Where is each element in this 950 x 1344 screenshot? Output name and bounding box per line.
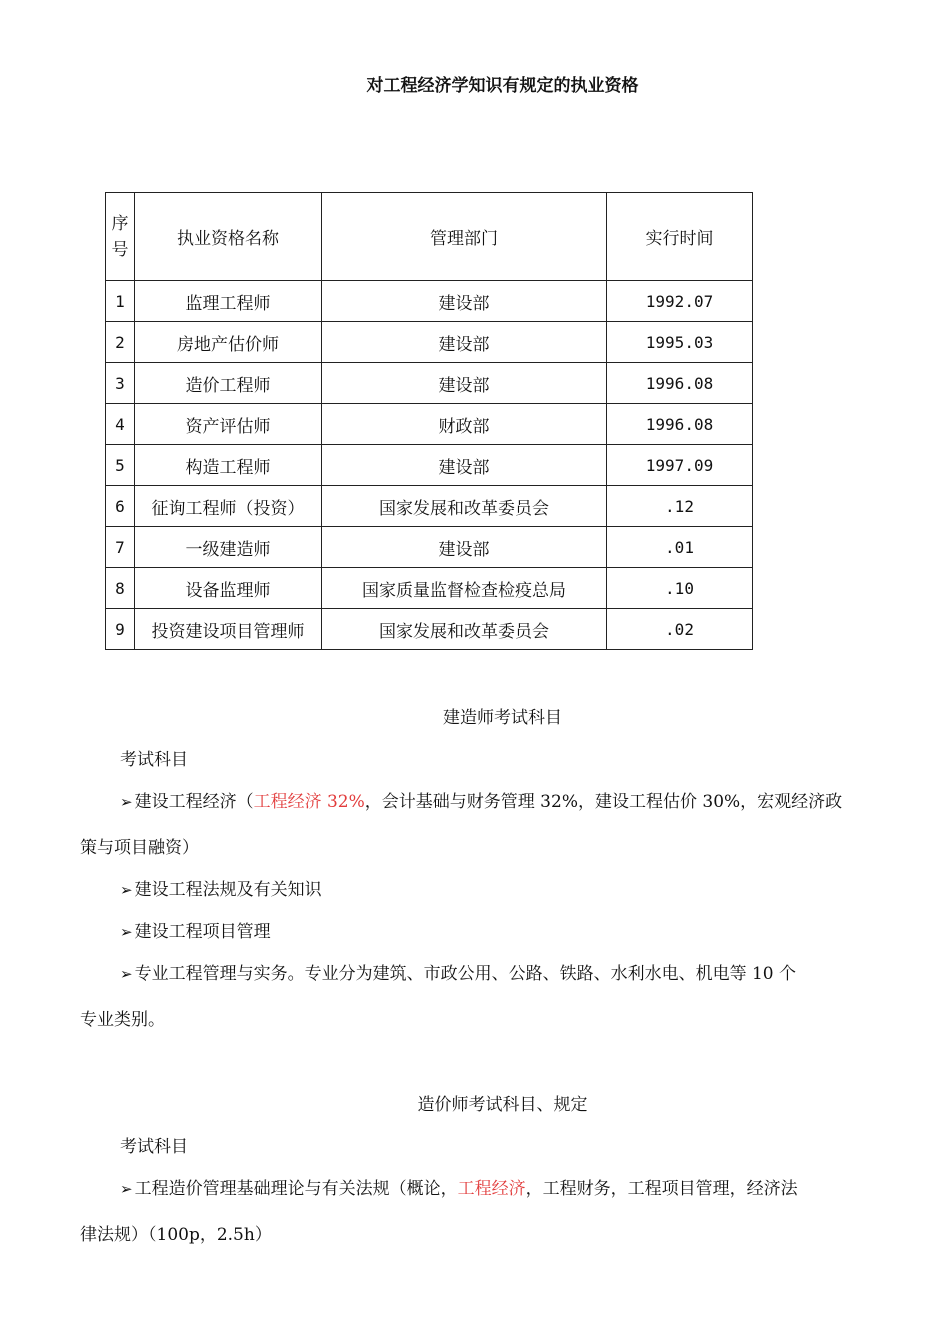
cell-name: 设备监理师	[135, 568, 322, 609]
cell-dept: 建设部	[322, 281, 607, 322]
cell-dept: 建设部	[322, 527, 607, 568]
s2-item1-prefix: 工程造价管理基础理论与有关法规（概论，	[134, 1179, 458, 1199]
qualification-table	[105, 192, 753, 650]
cell-seq: 1	[106, 281, 135, 322]
cell-time: 1996.08	[607, 404, 753, 445]
cell-time: 1996.08	[607, 363, 753, 404]
bullet-arrow-icon: ➢	[120, 1180, 133, 1198]
cell-name: 造价工程师	[135, 363, 322, 404]
cell-seq: 7	[106, 527, 135, 568]
cell-time: 1995.03	[607, 322, 753, 363]
bullet-arrow-icon: ➢	[120, 965, 133, 983]
table-row	[106, 527, 753, 568]
table-row	[106, 486, 753, 527]
header-seq-line1: 序	[111, 213, 129, 234]
cell-name: 资产评估师	[135, 404, 322, 445]
cell-dept: 国家发展和改革委员会	[322, 609, 607, 650]
cell-seq: 5	[106, 445, 135, 486]
cell-time: .02	[607, 609, 753, 650]
section1-item1-cont: 策与项目融资）	[80, 838, 199, 858]
item3-text: 建设工程项目管理	[134, 922, 271, 942]
cell-time: 1997.09	[607, 445, 753, 486]
section1-title: 建造师考试科目	[443, 708, 562, 728]
table-row	[106, 281, 753, 322]
header-name: 执业资格名称	[135, 193, 322, 281]
section1-item2	[120, 875, 322, 900]
section1-subhead: 考试科目	[120, 750, 188, 770]
cell-dept: 国家质量监督检查检疫总局	[322, 568, 607, 609]
cell-dept: 建设部	[322, 322, 607, 363]
cell-time: .12	[607, 486, 753, 527]
bullet-arrow-icon: ➢	[120, 881, 133, 899]
cell-time: .01	[607, 527, 753, 568]
cell-name: 投资建设项目管理师	[135, 609, 322, 650]
table-header-row	[106, 193, 753, 281]
cell-dept: 财政部	[322, 404, 607, 445]
section2-subhead: 考试科目	[120, 1137, 188, 1157]
s2-item1-rest: ，工程财务，工程项目管理，经济法	[525, 1179, 798, 1199]
section1-item4	[120, 959, 796, 984]
cell-time: 1992.07	[607, 281, 753, 322]
table-row	[106, 363, 753, 404]
item1-rest: ，会计基础与财务管理 32%，建设工程估价 30%，宏观经济政	[364, 792, 843, 812]
section1-item1	[120, 787, 842, 812]
cell-name: 构造工程师	[135, 445, 322, 486]
section1-item4-cont: 专业类别。	[80, 1010, 165, 1030]
section2-title: 造价师考试科目、规定	[417, 1095, 588, 1115]
cell-seq: 6	[106, 486, 135, 527]
cell-seq: 2	[106, 322, 135, 363]
bullet-arrow-icon: ➢	[120, 923, 133, 941]
table-row	[106, 568, 753, 609]
table-row	[106, 445, 753, 486]
cell-dept: 建设部	[322, 363, 607, 404]
cell-dept: 建设部	[322, 445, 607, 486]
header-seq	[106, 193, 135, 281]
cell-seq: 8	[106, 568, 135, 609]
table-row	[106, 404, 753, 445]
section1-item3	[120, 917, 271, 942]
header-dept: 管理部门	[322, 193, 607, 281]
cell-name: 房地产估价师	[135, 322, 322, 363]
cell-dept: 国家发展和改革委员会	[322, 486, 607, 527]
item2-text: 建设工程法规及有关知识	[134, 880, 322, 900]
cell-name: 一级建造师	[135, 527, 322, 568]
cell-name: 监理工程师	[135, 281, 322, 322]
item1-highlight: 工程经济 32%	[253, 792, 365, 812]
bullet-arrow-icon: ➢	[120, 793, 133, 811]
document-title: 对工程经济学知识有规定的执业资格	[366, 76, 639, 96]
item4-text: 专业工程管理与实务。专业分为建筑、市政公用、公路、铁路、水利水电、机电等 10 个	[134, 964, 797, 984]
cell-seq: 3	[106, 363, 135, 404]
table-row	[106, 609, 753, 650]
header-time: 实行时间	[607, 193, 753, 281]
header-seq-line2: 号	[111, 239, 129, 260]
section2-item1	[120, 1174, 798, 1199]
cell-time: .10	[607, 568, 753, 609]
cell-name: 征询工程师（投资）	[135, 486, 322, 527]
table-row	[106, 322, 753, 363]
s2-item1-highlight: 工程经济	[457, 1179, 526, 1199]
cell-seq: 4	[106, 404, 135, 445]
item1-prefix: 建设工程经济（	[134, 792, 254, 812]
cell-seq: 9	[106, 609, 135, 650]
section2-item1-cont: 律法规）（100p，2.5h）	[80, 1225, 272, 1245]
